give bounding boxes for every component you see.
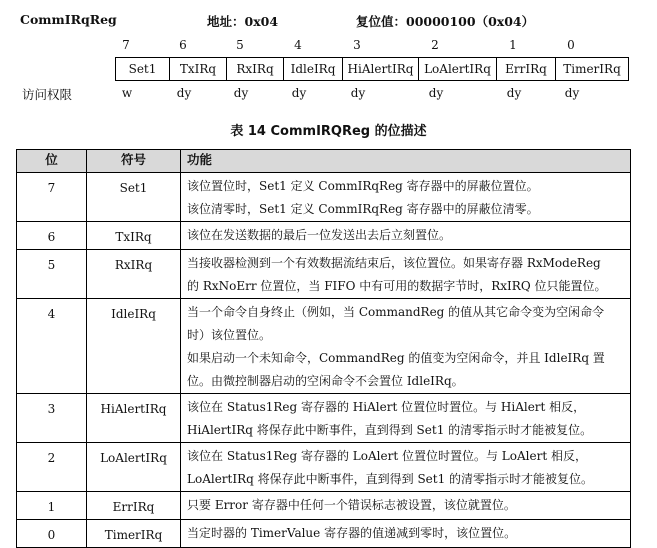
row-bit: 1 (47, 500, 56, 514)
table-row (17, 222, 631, 250)
row-function (181, 173, 630, 221)
bit-number: 1 (509, 38, 517, 52)
table-row (17, 443, 631, 492)
function-line: 时）该位置位。 (187, 328, 272, 342)
bit-number: 4 (294, 38, 302, 52)
access-value: w (121, 86, 133, 100)
row-function (181, 394, 630, 442)
function-line: 当一个命令自身终止（例如，当 CommandReg 的值从其它命令变为空闲命令 (187, 305, 605, 319)
row-bit: 6 (47, 230, 56, 244)
function-line: 如果启动一个未知命令，CommandReg 的值变为空闲命令，并且 IdleIRq 置 (187, 351, 605, 365)
bit-field-errirq: ErrIRq (497, 58, 556, 80)
row-symbol: TxIRq (115, 230, 152, 244)
function-line: 只要 Error 寄存器中任何一个错误标志被设置，该位就置位。 (187, 498, 516, 512)
row-bit: 2 (47, 451, 56, 465)
access-value: dy (233, 86, 249, 100)
bit-field-rxirq: RxIRq (227, 58, 284, 80)
header-bit: 位 (17, 150, 87, 173)
row-symbol: Set1 (119, 181, 148, 195)
row-bit: 7 (47, 181, 56, 195)
register-reset-value: 复位值：00000100（0x04） (356, 14, 535, 29)
function-line: 该位在 Status1Reg 寄存器的 HiAlert 位置位时置位。与 HiAlert 相反， (187, 400, 586, 414)
header-symbol: 符号 (87, 150, 181, 173)
row-symbol: TimerIRq (104, 528, 163, 542)
table-row (17, 173, 631, 222)
row-symbol: IdleIRq (111, 307, 156, 321)
function-line: LoAlertIRq 将保存此中断事件，直到得到 Set1 的清零指示时才能被复位。 (187, 472, 594, 486)
function-line: 该位清零时，Set1 定义 CommIRqReg 寄存器中的屏蔽位清零。 (187, 202, 539, 216)
row-function (181, 520, 630, 545)
bit-number: 7 (122, 38, 130, 52)
table-row (17, 492, 631, 520)
row-function (181, 443, 630, 491)
bit-field-set1: Set1 (116, 58, 170, 80)
bit-number: 2 (431, 38, 439, 52)
bit-field-row (115, 57, 629, 81)
row-function (181, 299, 630, 393)
function-line: 当接收器检测到一个有效数据流结束后，该位置位。如果寄存器 RxModeReg (187, 256, 601, 270)
row-function (181, 250, 630, 298)
access-label: 访问权限 (22, 87, 73, 102)
access-value: dy (350, 86, 366, 100)
row-bit: 5 (47, 258, 56, 272)
table-row (17, 394, 631, 443)
bit-number: 6 (179, 38, 187, 52)
bit-field-hialertirq: HiAlertIRq (343, 58, 419, 80)
row-function (181, 492, 630, 517)
row-symbol: HiAlertIRq (100, 402, 167, 416)
table-row (17, 299, 631, 394)
function-line: 该位在 Status1Reg 寄存器的 LoAlert 位置位时置位。与 LoAlert 相反， (187, 449, 587, 463)
function-line: 的 RxNoErr 位置位，当 FIFO 中有可用的数据字节时，RxIRQ 位只能置位。 (187, 279, 607, 293)
access-value: dy (506, 86, 522, 100)
access-value: dy (564, 86, 580, 100)
row-function (181, 222, 630, 247)
table-row (17, 250, 631, 299)
row-bit: 3 (47, 402, 56, 416)
row-bit: 0 (47, 528, 56, 542)
function-line: 该位置位时，Set1 定义 CommIRqReg 寄存器中的屏蔽位置位。 (187, 179, 539, 193)
bit-field-loalertirq: LoAlertIRq (419, 58, 497, 80)
bit-number: 5 (236, 38, 244, 52)
bit-field-txirq: TxIRq (170, 58, 227, 80)
access-value: dy (428, 86, 444, 100)
bit-field-timerirq: TimerIRq (563, 62, 621, 76)
table-caption: 表 14 CommIRQReg 的位描述 (230, 124, 427, 139)
row-symbol: RxIRq (114, 258, 153, 272)
row-bit: 4 (47, 307, 56, 321)
function-line: 该位在发送数据的最后一位发送出去后立刻置位。 (187, 228, 452, 242)
register-name: CommIRqReg (20, 12, 117, 27)
row-symbol: LoAlertIRq (100, 451, 167, 465)
access-value: dy (291, 86, 307, 100)
bit-number: 0 (567, 38, 575, 52)
row-symbol: ErrIRq (112, 500, 155, 514)
bit-field-idleirq: IdleIRq (284, 58, 343, 80)
function-line: HiAlertIRq 将保存此中断事件，直到得到 Set1 的清零指示时才能被复位。 (187, 423, 593, 437)
table-header-row (17, 150, 631, 173)
function-line: 当定时器的 TimerValue 寄存器的值递减到零时，该位置位。 (187, 526, 517, 540)
function-line: 位。由微控制器启动的空闲命令不会置位 IdleIRq。 (187, 374, 464, 388)
access-value: dy (176, 86, 192, 100)
register-address: 地址：0x04 (207, 14, 279, 29)
bit-description-table (16, 149, 631, 548)
header-function: 功能 (181, 150, 631, 173)
bit-number: 3 (353, 38, 361, 52)
